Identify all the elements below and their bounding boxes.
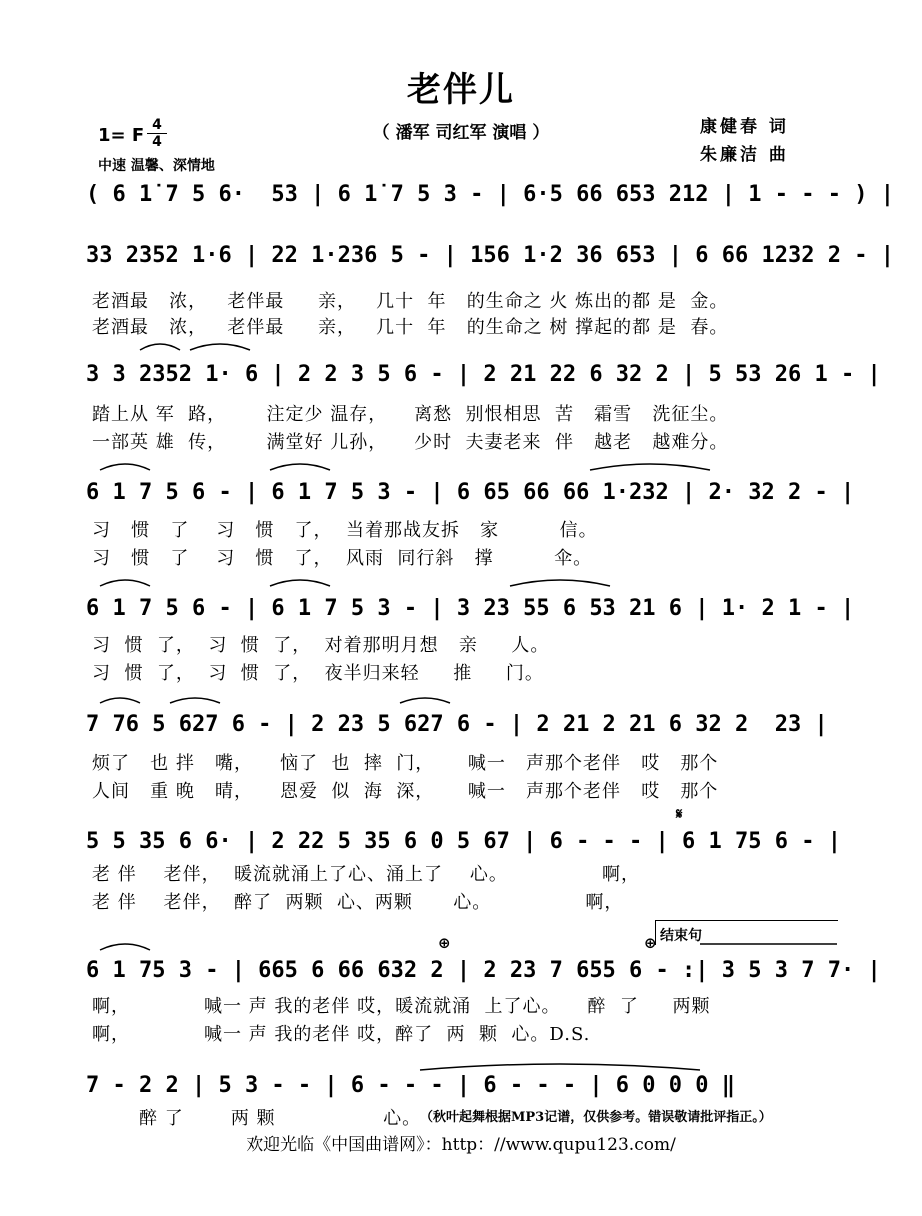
notation-line-5: 6 1 7 5 6 - | 6 1 7 5 3 - | 3 23 55 6 53 21 6 | 1· 2 1 - | xyxy=(86,596,855,621)
lyric-line-5b: 习 惯 了， 习 惯 了， 夜半归来轻 推 门。 xyxy=(92,663,544,684)
ending-label: 结束句 xyxy=(660,928,702,944)
lyric-line-2a: 老酒最 浓， 老伴最 亲， 几十 年 的生命之 火 炼出的都 是 金。 xyxy=(92,291,729,312)
coda-sign-1: ⊕ xyxy=(438,934,451,952)
singers: （ 潘军 司红军 演唱 ） xyxy=(372,123,550,143)
lyric-line-3b: 一部英 雄 传， 满堂好 儿孙， 少时 夫妻老来 伴 越老 越难分。 xyxy=(92,432,729,453)
tie-13 xyxy=(420,1064,700,1070)
lyric-line-6b: 人间 重 晚 晴， 恩爱 似 海 深， 喊一 声那个老伴 哎 那个 xyxy=(92,781,719,802)
notation-line-1: ( 6 1̇ 7 5 6· 53 | 6 1̇ 7 5 3 - | 6·5 66 653 212 | 1 - - - ) | xyxy=(86,182,894,207)
lyric-line-8a: 啊， 喊一 声 我的老伴 哎，暖流就涌 上了心。 醉 了 两颗 xyxy=(92,996,711,1017)
notation-line-6: 7 76 5 627 6 - | 2 23 5 627 6 - | 2 21 2 21 6 32 2 23 | xyxy=(86,712,828,737)
tie-6 xyxy=(100,580,150,586)
lyric-line-7a: 老 伴 老伴， 暖流就涌上了心、涌上了 心。 啊， xyxy=(92,864,641,885)
lyric-line-4b: 习 惯 了 习 惯 了， 风雨 同行斜 撑 伞。 xyxy=(92,548,593,569)
tie-4 xyxy=(270,464,330,470)
tie-11 xyxy=(400,698,450,703)
time-top: 4 xyxy=(152,117,162,133)
transcription-note: （秋叶起舞根据MP3记谱，仅供参考。错误敬请批评指正。） xyxy=(420,1110,772,1125)
lyric-line-7b: 老 伴 老伴， 醉了 两颗 心、两颗 心。 啊， xyxy=(92,892,624,913)
lyric-line-3a: 踏上从 军 路， 注定少 温存， 离愁 别恨相思 苦 霜雪 洗征尘。 xyxy=(92,404,729,425)
lyric-line-2b: 老酒最 浓， 老伴最 亲， 几十 年 的生命之 树 撑起的都 是 春。 xyxy=(92,317,729,338)
tie-1 xyxy=(140,344,180,350)
key-signature: 1= F xyxy=(98,125,145,146)
tie-7 xyxy=(270,580,330,586)
tie-12 xyxy=(100,944,150,950)
notation-line-4: 6 1 7 5 6 - | 6 1 7 5 3 - | 6 65 66 66 1·232 | 2· 32 2 - | xyxy=(86,480,855,505)
site-footer: 欢迎光临《中国曲谱网》：http：//www.qupu123.com/ xyxy=(246,1135,676,1155)
lyric-line-4a: 习 惯 了 习 惯 了， 当着那战友拆 家 信。 xyxy=(92,520,598,541)
lyric-line-6a: 烦了 也 拌 嘴， 恼了 也 摔 门， 喊一 声那个老伴 哎 那个 xyxy=(92,753,719,774)
notation-line-7: 5 5 35 6 6· | 2 22 5 35 6 0 5 67 | 6 - - - | 6 1 75 6 - | xyxy=(86,829,841,854)
tie-9 xyxy=(100,698,140,703)
tie-5 xyxy=(590,464,710,470)
lyric-line-9: 醉 了 两 颗 心。 xyxy=(92,1108,422,1129)
song-title: 老伴儿 xyxy=(407,70,515,110)
notation-line-8: 6 1 75 3 - | 665 6 66 632 2 | 2 23 7 655 6 - :| 3 5 3 7 7· | xyxy=(86,958,881,983)
lyricist-credit: 康健春 词 xyxy=(700,117,789,137)
notation-line-3: 3 3 2352 1· 6 | 2 2 3 5 6 - | 2 21 22 6 32 2 | 5 53 26 1 - | xyxy=(86,362,881,387)
composer-credit: 朱廉洁 曲 xyxy=(700,145,789,165)
segno-sign: 𝄋 xyxy=(676,805,683,823)
coda-sign-2: ⊕ xyxy=(644,934,657,952)
tempo-marking: 中速 温馨、深情地 xyxy=(98,158,215,174)
lyric-line-5a: 习 惯 了， 习 惯 了， 对着那明月想 亲 人。 xyxy=(92,635,550,656)
notation-line-9: 7 - 2 2 | 5 3 - - | 6 - - - | 6 - - - | 6 0 0 0 ‖ xyxy=(86,1073,736,1098)
time-bottom: 4 xyxy=(152,134,162,150)
lyric-line-8b: 啊， 喊一 声 我的老伴 哎，醉了 两 颗 心。D.S. xyxy=(92,1024,591,1045)
tie-3 xyxy=(100,464,150,470)
tie-2 xyxy=(190,344,250,350)
notation-line-2: 33 2352 1·6 | 22 1·236 5 - | 156 1·2 36 653 | 6 66 1232 2 - | xyxy=(86,243,894,268)
tie-8 xyxy=(510,580,610,586)
tie-10 xyxy=(170,698,220,703)
